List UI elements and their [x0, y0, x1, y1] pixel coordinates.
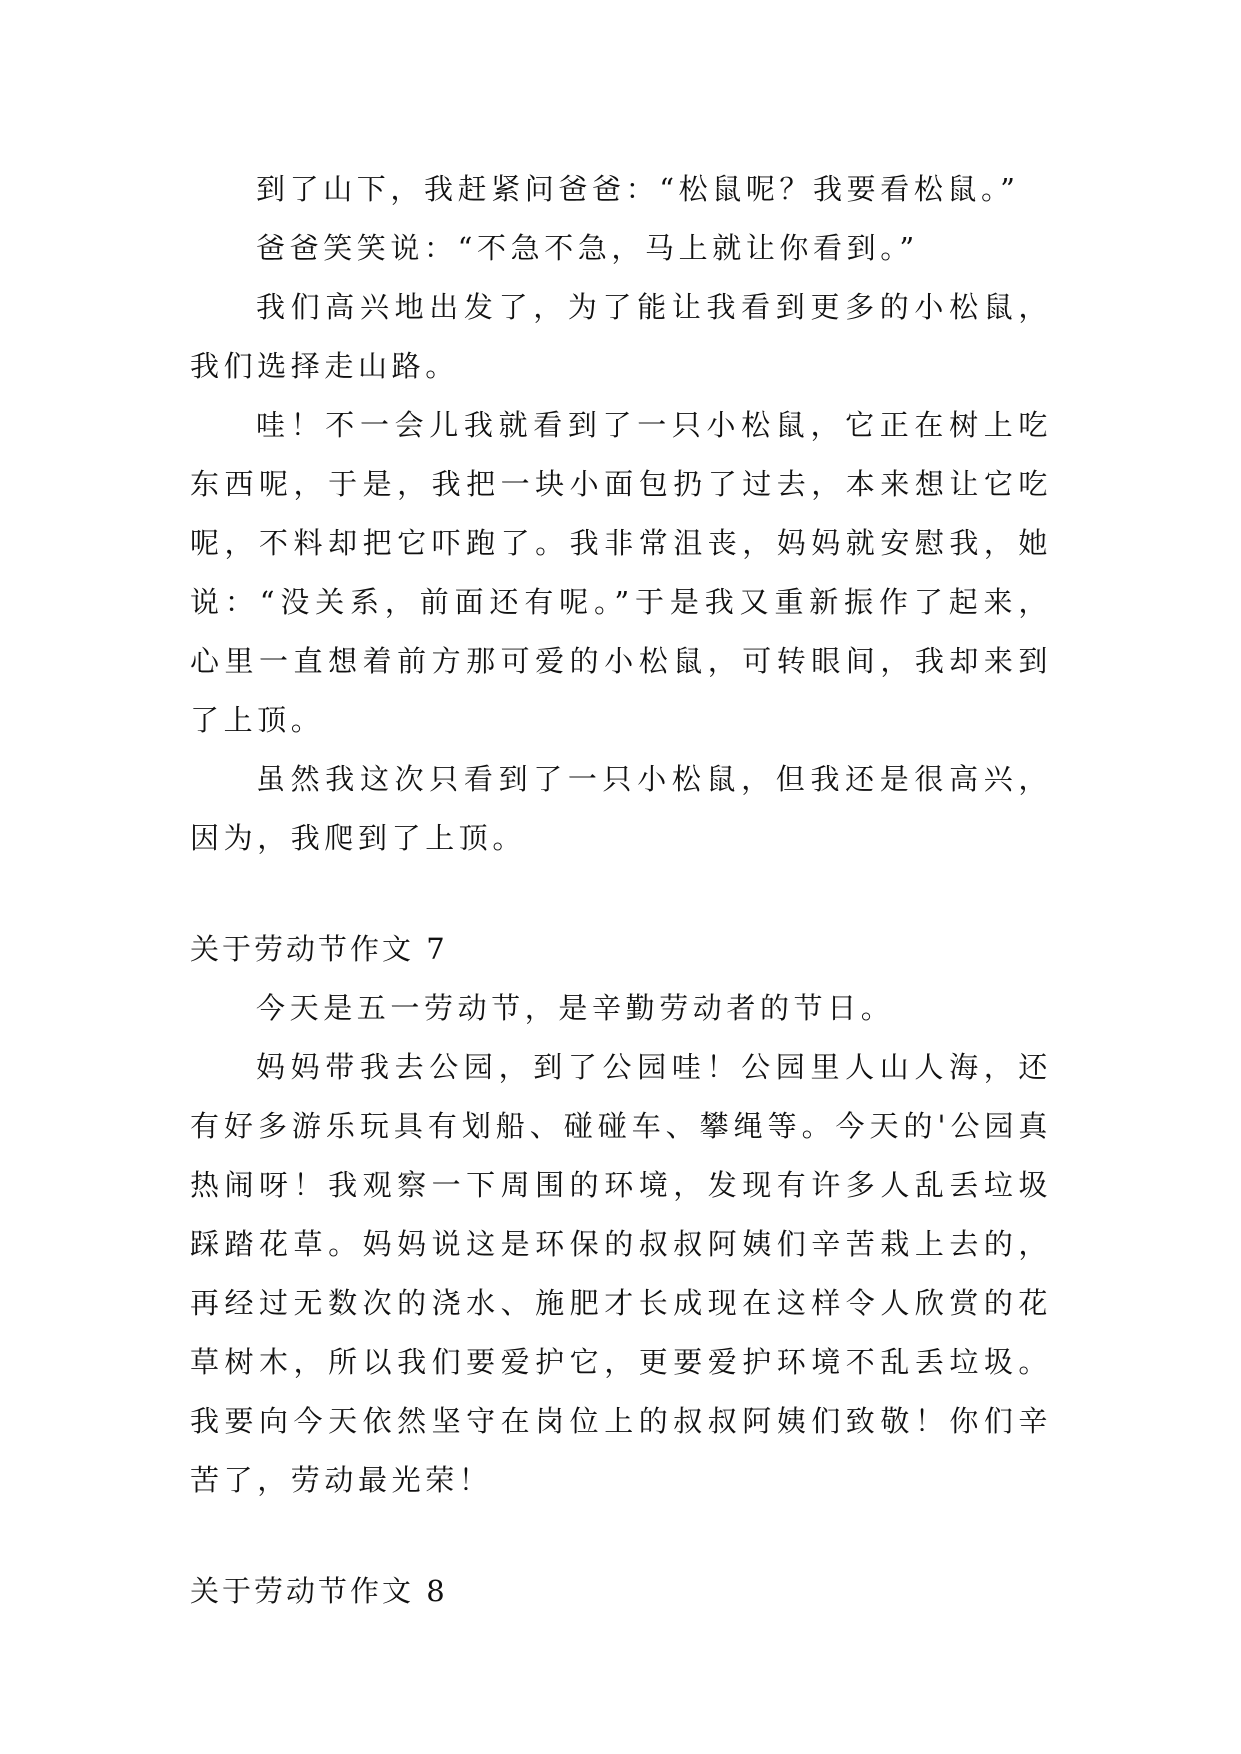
section-heading: 关于劳动节作文 8: [190, 1574, 448, 1608]
section-heading: 关于劳动节作文 7: [190, 932, 448, 966]
paragraph: 到了山下，我赶紧问爸爸：“松鼠呢？我要看松鼠。”: [256, 172, 1020, 206]
paragraph: 虽然我这次只看到了一只小松鼠，但我还是很高兴，因为，我爬到了上顶。: [190, 762, 1052, 855]
paragraph: 今天是五一劳动节，是辛勤劳动者的节日。: [256, 991, 895, 1025]
paragraph: 妈妈带我去公园，到了公园哇！公园里人山人海，还有好多游乐玩具有划船、碰碰车、攀绳等。今天的'公园真热闹呀！我观察一下周围的环境，发现有许多人乱丢垃圾踩踏花草。妈妈说这是环保的叔叔阿姨们辛苦栽上去的，再经过无数次的浇水、施肥才长成现在这样令人欣赏的花草树木，所以我们要爱护它，更要爱护环境不乱丢垃圾。我要向今天依然坚守在岗位上的叔叔阿姨们致敬！你们辛苦了，劳动最光荣！: [190, 1050, 1052, 1497]
paragraph: 哇！不一会儿我就看到了一只小松鼠，它正在树上吃东西呢，于是，我把一块小面包扔了过去，本来想让它吃呢，不料却把它吓跑了。我非常沮丧，妈妈就安慰我，她说：“没关系，前面还有呢。”于是我又重新振作了起来，心里一直想着前方那可爱的小松鼠，可转眼间，我却来到了上顶。: [190, 408, 1052, 737]
paragraph: 爸爸笑笑说：“不急不急，马上就让你看到。”: [256, 231, 919, 265]
paragraph: 我们高兴地出发了，为了能让我看到更多的小松鼠，我们选择走山路。: [190, 290, 1052, 383]
document-body: [190, 160, 1052, 1621]
